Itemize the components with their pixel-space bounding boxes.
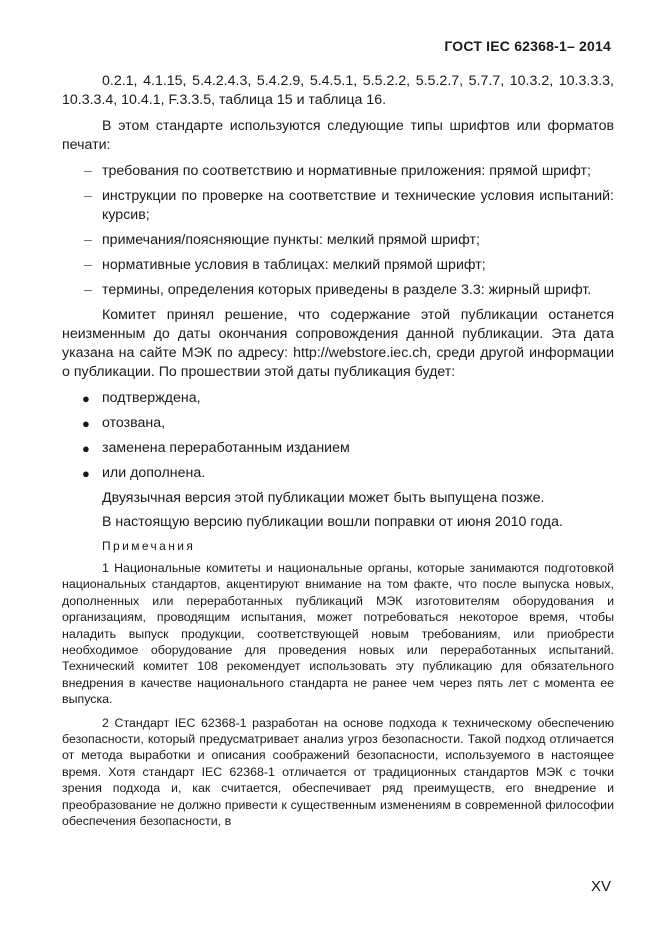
paragraph-amendments: В настоящую версию публикации вошли поправки от июня 2010 года.: [102, 514, 563, 530]
list-item: – нормативные условия в таблицах: мелкий прямой шрифт;: [84, 257, 486, 273]
dash-marker: –: [84, 163, 92, 179]
font-types-list: [62, 162, 614, 300]
list-item: ● заменена переработанным изданием: [82, 440, 350, 456]
bullet-marker: ●: [82, 391, 90, 406]
paragraph-committee-decision: Комитет принял решение, что содержание этой публикации останется неизменным до даты окончания сопровождения данной публикации. Эта дата указана на сайте МЭК по адресу: http://webstore.iec.ch, среди другой информации о публикации. По прошествии этой даты публикация будет:: [62, 307, 614, 380]
notes-heading: Примечания: [102, 539, 196, 553]
bullet-marker: ●: [82, 441, 90, 456]
dash-marker: –: [84, 232, 92, 248]
list-item: – примечания/поясняющие пункты: мелкий прямой шрифт;: [84, 232, 480, 248]
dash-marker: –: [84, 188, 92, 204]
document-header: ГОСТ IEC 62368-1– 2014: [444, 38, 611, 54]
note-1: 1 Национальные комитеты и национальные органы, которые занимаются подготовкой национальных стандартов, акцентируют внимание на том факте, что после выпуска новых, дополненных или переработанных публикаций МЭК изготовителям оборудования и организациям, проводящим испытания, может потребоваться некоторое время, чтобы наладить выпуск продукции, соответствующей новым требованиям, или приобрести необходимое оборудование для проведения новых или переработанных испытаний. Технический комитет 108 рекомендует использовать эту публикацию для обязательного внедрения в качестве национального стандарта не ранее чем через пять лет с момента ее выпуска.: [62, 561, 614, 707]
page-number: XV: [590, 878, 611, 895]
publication-status-list: [62, 389, 614, 483]
list-item: ● или дополнена.: [82, 465, 206, 481]
list-item: – требования по соответствию и нормативные приложения: прямой шрифт;: [84, 163, 591, 179]
list-item: – инструкции по проверке на соответствие и технические условия испытаний: курсив;: [84, 188, 614, 223]
dash-marker: –: [84, 257, 92, 273]
paragraph-font-types-intro: В этом стандарте используются следующие типы шрифтов или форматов печати:: [62, 118, 614, 153]
page-content: [62, 72, 614, 837]
list-item: ● отозвана,: [82, 415, 166, 431]
bullet-marker: ●: [82, 466, 90, 481]
dash-marker: –: [84, 282, 92, 298]
list-item: – термины, определения которых приведены в разделе 3.3: жирный шрифт.: [84, 282, 592, 298]
note-2: 2 Стандарт IEC 62368-1 разработан на основе подхода к техническому обеспечению безопасности, который предусматривает анализ угроз безопасности. Такой подход отличается от метода выработки и описания соображений безопасности, используемого в настоящее время. Хотя стандарт IEC 62368-1 отличается от традиционных стандартов МЭК с точки зрения подхода и, как считается, обеспечивает ряд преимуществ, его внедрение и преобразование не должно привести к существенным изменениям в современной философии обеспечения безопасности, в: [62, 715, 614, 829]
paragraph-section-list: 0.2.1, 4.1.15, 5.4.2.4.3, 5.4.2.9, 5.4.5.1, 5.5.2.2, 5.5.2.7, 5.7.7, 10.3.2, 10.3.3.3, 10.3.3.4, 10.4.1, F.3.3.5, таблица 15 и таблица 16.: [62, 73, 614, 108]
list-item: ● подтверждена,: [82, 390, 201, 406]
bullet-marker: ●: [82, 416, 90, 431]
paragraph-bilingual-version: Двуязычная версия этой публикации может быть выпущена позже.: [102, 490, 545, 506]
